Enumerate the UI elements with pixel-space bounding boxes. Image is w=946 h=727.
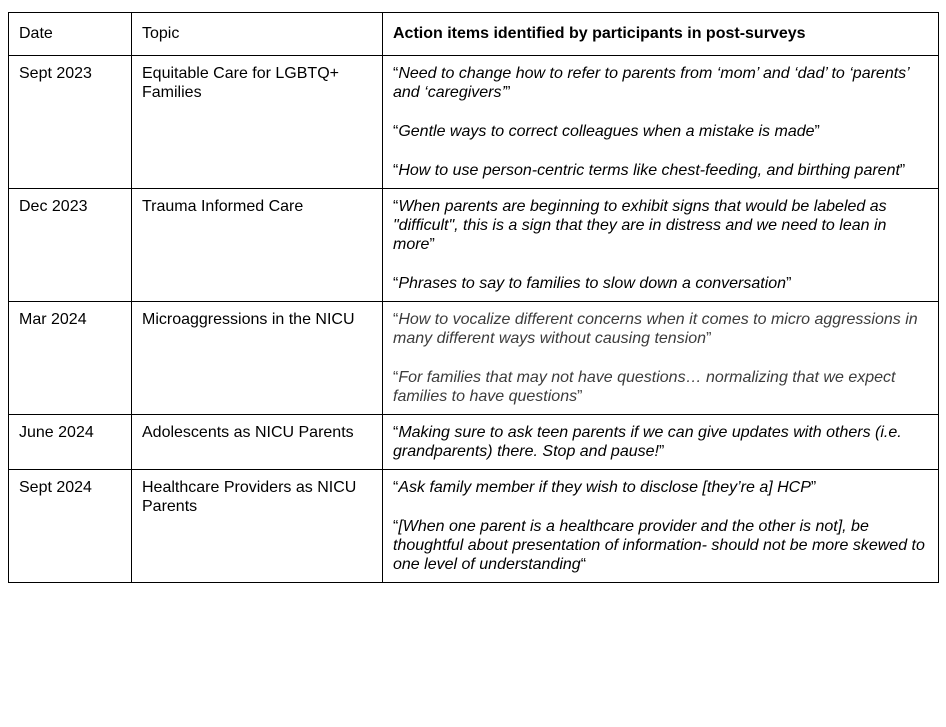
date-cell: Mar 2024 [9,302,132,415]
date-cell: June 2024 [9,415,132,470]
open-quote-mark: “ [393,479,399,496]
open-quote-mark: “ [393,162,399,179]
action-item-quote [393,274,928,293]
close-quote-mark: “ [580,556,587,573]
topic-cell: Equitable Care for LGBTQ+ Families [132,56,383,189]
open-quote-mark: “ [393,198,399,215]
action-item-quote [393,368,928,406]
table-header-row [9,13,939,56]
topic-cell: Adolescents as NICU Parents [132,415,383,470]
action-item-quote [393,478,928,497]
action-items-column-header: Action items identified by participants in post-surveys [383,13,939,56]
quote-text: Gentle ways to correct colleagues when a mistake is made [398,123,815,140]
table-row [9,189,939,302]
table-row [9,470,939,583]
close-quote-mark: ” [706,330,712,347]
action-items-table-container [8,12,939,583]
action-items-cell [383,470,939,583]
quote-text: How to use person-centric terms like chest-feeding, and birthing parent [398,162,900,179]
action-items-cell [383,56,939,189]
action-items-table [8,12,939,583]
close-quote-mark: ” [658,443,665,460]
open-quote-mark: “ [393,518,399,535]
quote-text: For families that may not have questions… normalizing that we expect families to have questions [393,369,896,405]
action-item-quote [393,517,928,574]
table-row [9,415,939,470]
topic-cell: Healthcare Providers as NICU Parents [132,470,383,583]
close-quote-mark: ” [814,123,820,140]
open-quote-mark: “ [393,424,399,441]
open-quote-mark: “ [393,123,399,140]
open-quote-mark: “ [393,311,399,328]
topic-column-header: Topic [132,13,383,56]
close-quote-mark: ” [810,479,817,496]
close-quote-mark: ” [429,236,435,253]
quote-text: When parents are beginning to exhibit signs that would be labeled as "difficult", this is a sign that they are in distress and we need to lean in more [393,198,887,253]
close-quote-mark: ” [577,388,583,405]
quote-text: Making sure to ask teen parents if we can give updates with others (i.e. grandparents) there. Stop and pause! [393,424,902,460]
action-item-quote [393,64,928,102]
action-items-cell [383,189,939,302]
action-item-quote [393,161,928,180]
action-items-cell [383,302,939,415]
date-cell: Sept 2023 [9,56,132,189]
action-item-quote [393,423,928,461]
topic-cell: Microaggressions in the NICU [132,302,383,415]
quote-text: Ask family member if they wish to disclose [they’re a] HCP [398,479,811,496]
quote-text: How to vocalize different concerns when it comes to micro aggressions in many different ways without causing tension [393,311,918,347]
topic-cell: Trauma Informed Care [132,189,383,302]
quote-text: [When one parent is a healthcare provider and the other is not], be thoughtful about presentation of information- should not be more skewed to one level of understanding [393,518,925,573]
action-item-quote [393,197,928,254]
close-quote-mark: ” [899,162,906,179]
table-row [9,302,939,415]
open-quote-mark: “ [393,275,399,292]
quote-text: Phrases to say to families to slow down a conversation [398,275,787,292]
open-quote-mark: “ [393,369,399,386]
action-items-cell [383,415,939,470]
action-item-quote [393,310,928,348]
date-cell: Dec 2023 [9,189,132,302]
open-quote-mark: “ [393,65,399,82]
date-cell: Sept 2024 [9,470,132,583]
table-row [9,56,939,189]
date-column-header: Date [9,13,132,56]
action-item-quote [393,122,928,141]
quote-text: Need to change how to refer to parents from ‘mom’ and ‘dad’ to ‘parents’ and ‘caregivers’ [393,65,909,101]
close-quote-mark: ” [505,84,511,101]
close-quote-mark: ” [786,275,792,292]
